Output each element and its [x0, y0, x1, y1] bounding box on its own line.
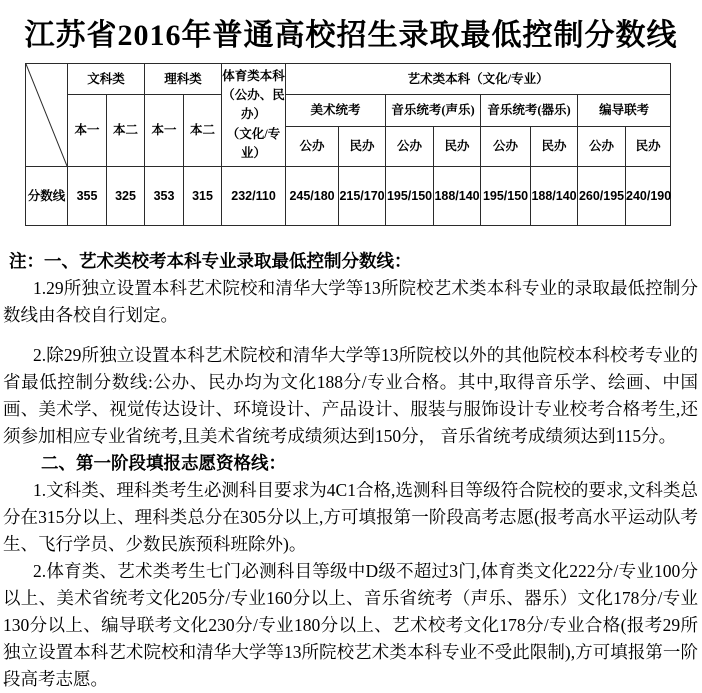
header-art-biandao: 编导联考	[578, 95, 671, 127]
header-private-3: 民办	[531, 127, 578, 167]
header-like-ben1: 本一	[145, 95, 184, 167]
row-label-score-line: 分数线	[26, 167, 68, 226]
score-shengyue-private: 188/140	[434, 167, 481, 226]
score-like-ben1: 353	[145, 167, 184, 226]
score-wenke-ben2: 325	[107, 167, 145, 226]
header-like: 理科类	[145, 64, 222, 95]
header-wenke-ben1: 本一	[68, 95, 107, 167]
header-art: 艺术类本科（文化/专业）	[286, 64, 671, 95]
notes-section	[0, 248, 702, 693]
score-qiyue-public: 195/150	[481, 167, 531, 226]
diagonal-line	[26, 64, 67, 166]
score-sports: 232/110	[222, 167, 286, 226]
note-para-2-1: 1.文科类、理科类考生必测科目要求为4C1合格,选测科目等级符合院校的要求,文科类总分在315分以上、理科类总分在305分以上,方可填报第一阶段高考志愿(报考高水平运动队考生、飞行学员、少数民族预科班除外)。	[3, 480, 698, 554]
header-public-1: 公办	[286, 127, 339, 167]
header-wenke: 文科类	[68, 64, 145, 95]
header-wenke-ben2: 本二	[107, 95, 145, 167]
header-art-yinyue-shengyue: 音乐统考(声乐)	[386, 95, 481, 127]
header-sports	[222, 64, 286, 167]
scores-table	[25, 63, 671, 226]
score-biandao-private: 240/190	[626, 167, 671, 226]
header-private-4: 民办	[626, 127, 671, 167]
header-public-4: 公办	[578, 127, 626, 167]
sports-line-2: （公办、民办）	[222, 87, 285, 122]
sports-line-3: （文化/专业）	[226, 126, 281, 161]
score-shengyue-public: 195/150	[386, 167, 434, 226]
header-public-3: 公办	[481, 127, 531, 167]
page-title: 江苏省2016年普通高校招生录取最低控制分数线	[24, 19, 678, 52]
score-meishu-private: 215/170	[339, 167, 386, 226]
sports-line-1: 体育类本科	[222, 68, 285, 83]
note-heading-stage1: 二、第一阶段填报志愿资格线：	[41, 453, 286, 473]
score-qiyue-private: 188/140	[531, 167, 578, 226]
header-public-2: 公办	[386, 127, 434, 167]
corner-cell	[26, 64, 68, 167]
header-art-meishu: 美术统考	[286, 95, 386, 127]
header-private-1: 民办	[339, 127, 386, 167]
note-para-1-2: 2.除29所独立设置本科艺术院校和清华大学等13所院校以外的其他院校本科校考专业的省最低控制分数线:公办、民办均为文化188分/专业合格。其中,取得音乐学、绘画、中国画、美术学、视觉传达设计、环境设计、产品设计、服装与服饰设计专业校考合格考生,还须参加相应专业省统考,且美术省统考成绩须达到150分， 音乐省统考成绩须达到115分。	[3, 345, 698, 446]
header-like-ben2: 本二	[184, 95, 222, 167]
score-biandao-public: 260/195	[578, 167, 626, 226]
note-heading-art-exam: 注：一、艺术类校考本科专业录取最低控制分数线：	[9, 251, 412, 271]
note-para-1-1: 1.29所独立设置本科艺术院校和清华大学等13所院校艺术类本科专业的录取最低控制分数线由各校自行划定。	[3, 278, 698, 325]
header-art-yinyue-qiyue: 音乐统考(器乐)	[481, 95, 578, 127]
note-para-2-2: 2.体育类、艺术类考生七门必测科目等级中D级不超过3门,体育类文化222分/专业100分以上、美术省统考文化205分/专业160分以上、音乐省统考（声乐、器乐）文化178分/专业130分以上、编导联考文化230分/专业180分以上、艺术校考文化178分/专业合格(报考29所独立设置本科艺术院校和清华大学等13所院校艺术类本科专业不受此限制),方可填报第一阶段高考志愿。	[3, 561, 698, 689]
score-like-ben2: 315	[184, 167, 222, 226]
header-private-2: 民办	[434, 127, 481, 167]
score-meishu-public: 245/180	[286, 167, 339, 226]
score-wenke-ben1: 355	[68, 167, 107, 226]
